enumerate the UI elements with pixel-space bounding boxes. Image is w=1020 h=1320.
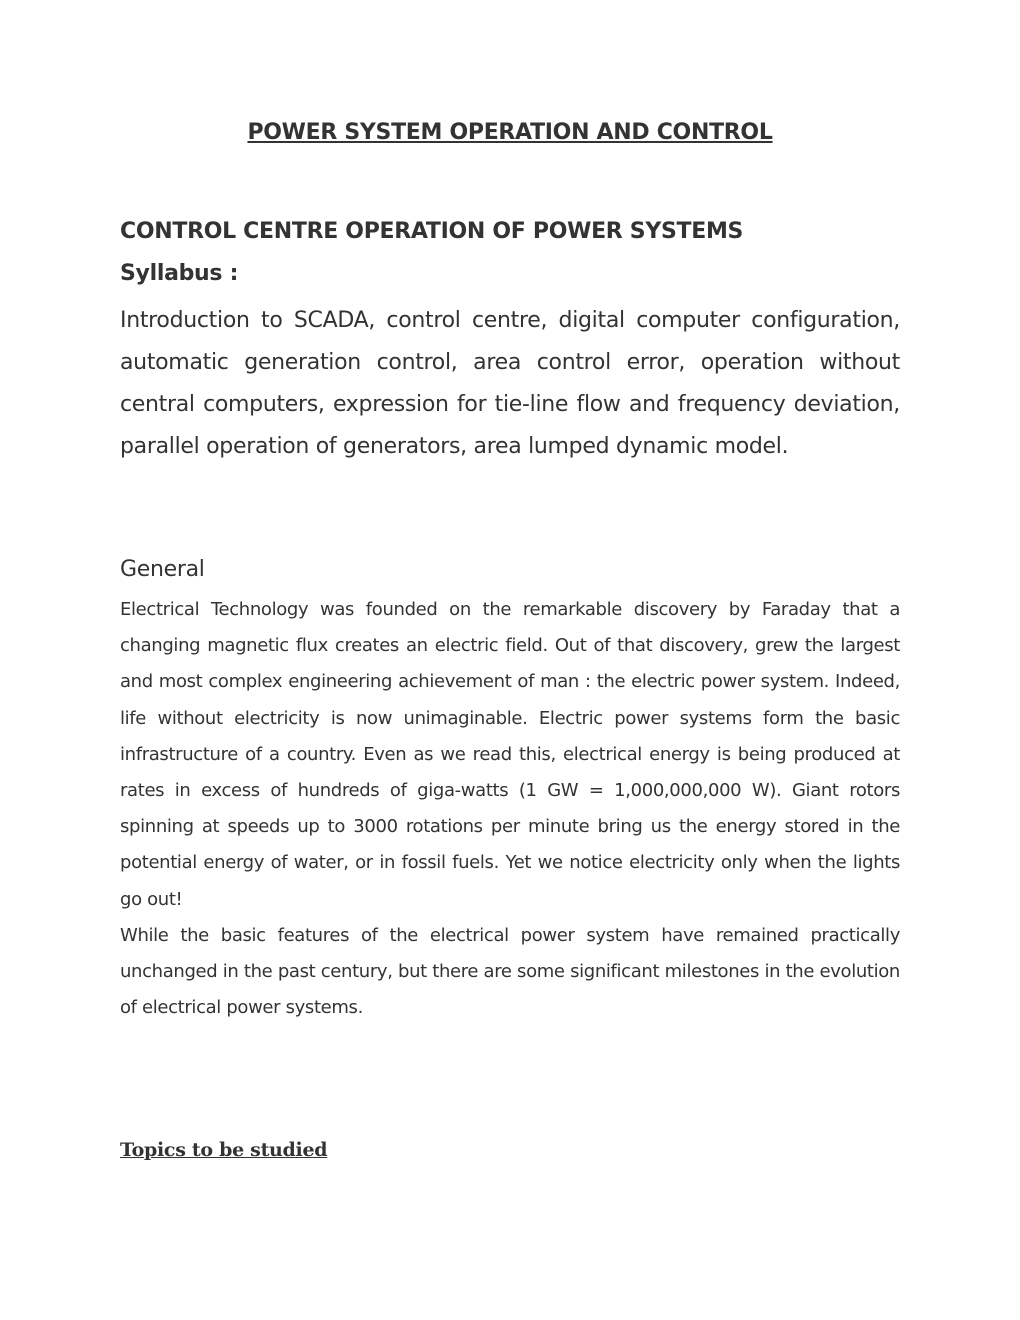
paragraph-1: Electrical Technology was founded on the remarkable discovery by Faraday that a changing magnetic flux creates an electric field. Out of that discovery, grew the largest and most complex engineering achievement of man : the electric power system. Indeed, life without electricity is now unimaginable. Electric power systems form the basic infrastructure of a country. Even as we read this, electrical energy is being produced at rates in excess of hundreds of giga-watts (1 GW = 1,000,000,000 W). Giant rotors spinning at speeds up to 3000 rotations per minute bring us the energy stored in the potential energy of water, or in fossil fuels. Yet we notice electricity only when the lights go out!	[120, 599, 900, 910]
document-title: POWER SYSTEM OPERATION AND CONTROL	[247, 120, 773, 145]
syllabus-text: Introduction to SCADA, control centre, digital computer configuration, automatic generation control, area control error, operation without central computers, expression for tie-line flow and frequency deviation, parallel operation of generators, area lumped dynamic model.	[120, 308, 900, 459]
syllabus-label: Syllabus :	[120, 261, 239, 286]
general-heading: General	[120, 557, 205, 582]
section-heading: CONTROL CENTRE OPERATION OF POWER SYSTEMS	[120, 219, 744, 244]
paragraph-2: While the basic features of the electrical power system have remained practically unchanged in the past century, but there are some significant milestones in the evolution of electrical power systems.	[120, 925, 900, 1019]
topics-heading: Topics to be studied	[120, 1139, 328, 1161]
